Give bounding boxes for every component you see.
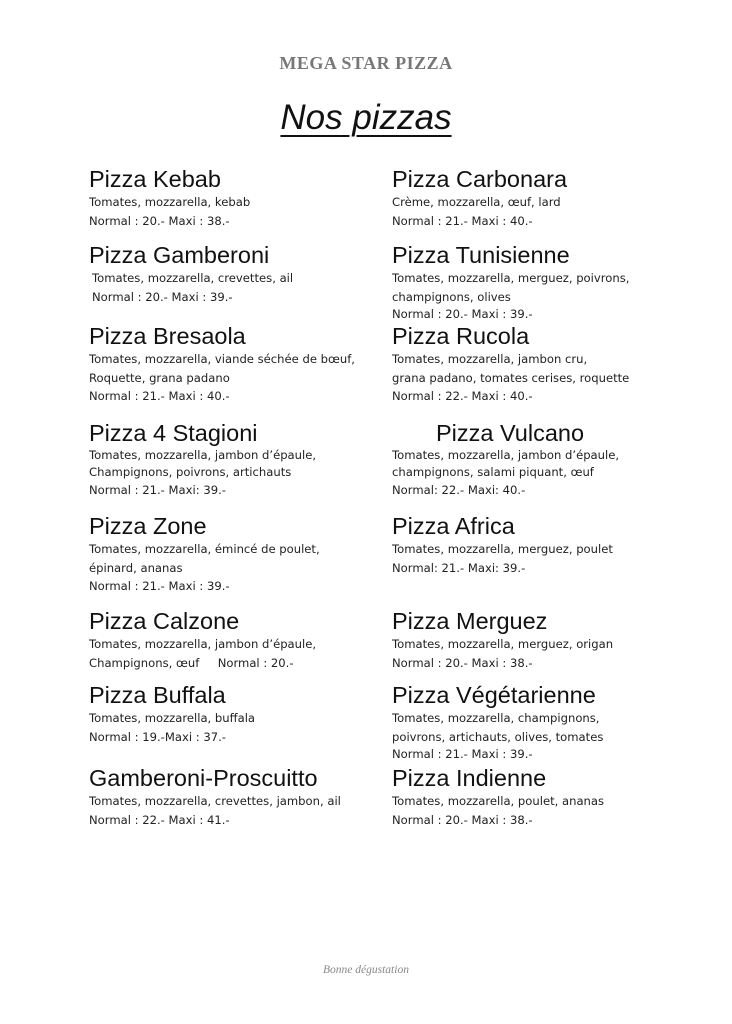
pizza-ingredients: Tomates, mozzarella, buffala bbox=[89, 711, 256, 725]
pizza-ingredients: Tomates, mozzarella, merguez, poivrons, champignons, olives bbox=[392, 271, 630, 304]
pizza-name: Pizza Indienne bbox=[392, 765, 547, 791]
pizza-item-4-stagioni bbox=[89, 419, 389, 500]
pizza-price: Normal : 20.- Maxi : 38.- bbox=[392, 655, 533, 670]
pizza-item-carbonara bbox=[392, 165, 692, 230]
pizza-name: Pizza Calzone bbox=[89, 608, 240, 634]
pizza-item-africa bbox=[392, 512, 692, 577]
pizza-ingredients: Tomates, mozzarella, jambon d’épaule, champignons, salami piquant, œuf bbox=[392, 448, 620, 479]
pizza-price: Normal : 20.- Maxi : 38.- bbox=[89, 213, 230, 228]
pizza-price: Normal : 20.- Maxi : 39.- bbox=[92, 289, 233, 304]
pizza-price: Normal : 20.- Maxi : 39.- bbox=[392, 307, 533, 321]
pizza-ingredients: Tomates, mozzarella, jambon cru, grana padano, tomates cerises, roquette bbox=[392, 352, 630, 385]
pizza-ingredients: Tomates, mozzarella, merguez, poulet bbox=[392, 542, 613, 556]
pizza-ingredients: Tomates, mozzarella, kebab bbox=[89, 195, 251, 209]
pizza-name: Pizza Bresaola bbox=[89, 323, 246, 349]
pizza-price: Normal : 22.- Maxi : 41.- bbox=[89, 812, 230, 827]
pizza-name: Gamberoni-Proscuitto bbox=[89, 765, 318, 791]
closing-message: Bonne dégustation bbox=[323, 964, 409, 976]
pizza-price: Normal : 19.-Maxi : 37.- bbox=[89, 729, 226, 744]
pizza-name: Pizza Gamberoni bbox=[89, 242, 270, 268]
pizza-price: Normal : 21.- Maxi: 39.- bbox=[89, 483, 226, 497]
pizza-price: Normal: 21.- Maxi: 39.- bbox=[392, 560, 526, 575]
pizza-ingredients: Tomates, mozzarella, émincé de poulet, épinard, ananas bbox=[89, 542, 320, 575]
pizza-item-buffala bbox=[89, 681, 389, 746]
pizza-ingredients: Tomates, mozzarella, viande séchée de bœuf, Roquette, grana padano bbox=[89, 352, 355, 385]
pizza-name: Pizza Vulcano bbox=[436, 420, 585, 446]
pizza-ingredients: Tomates, mozzarella, crevettes, jambon, ail bbox=[89, 794, 341, 808]
pizza-price: Normal : 20.- Maxi : 38.- bbox=[392, 812, 533, 827]
pizza-price: Normal : 21.- Maxi : 39.- bbox=[89, 579, 230, 593]
pizza-name: Pizza Africa bbox=[392, 513, 515, 539]
pizza-name: Pizza Kebab bbox=[89, 166, 221, 192]
pizza-price: Normal : 21.- Maxi : 40.- bbox=[89, 389, 230, 403]
pizza-price: Normal : 21.- Maxi : 40.- bbox=[392, 213, 533, 228]
pizza-item-vegetarienne bbox=[392, 681, 692, 762]
pizza-name: Pizza 4 Stagioni bbox=[89, 420, 258, 446]
pizza-ingredients: Crème, mozzarella, œuf, lard bbox=[392, 195, 561, 209]
page-title: Nos pizzas bbox=[280, 98, 452, 137]
pizza-ingredients: Tomates, mozzarella, champignons, poivrons, artichauts, olives, tomates bbox=[392, 711, 604, 744]
restaurant-name: MEGA STAR PIZZA bbox=[279, 53, 453, 73]
pizza-price: Normal: 22.- Maxi: 40.- bbox=[392, 483, 526, 497]
pizza-ingredients: Tomates, mozzarella, poulet, ananas bbox=[392, 794, 605, 808]
pizza-ingredients: Tomates, mozzarella, jambon d’épaule, Champignons, poivrons, artichauts bbox=[89, 448, 317, 479]
pizza-name: Pizza Carbonara bbox=[392, 166, 568, 192]
pizza-ingredients: Tomates, mozzarella, merguez, origan bbox=[392, 637, 614, 651]
pizza-item-merguez bbox=[392, 607, 692, 672]
pizza-name: Pizza Tunisienne bbox=[392, 242, 570, 268]
pizza-name: Pizza Buffala bbox=[89, 682, 226, 708]
pizza-name: Pizza Rucola bbox=[392, 323, 530, 349]
pizza-item-tunisienne bbox=[392, 241, 692, 322]
pizza-item-gamberoni bbox=[89, 241, 389, 306]
pizza-name: Pizza Zone bbox=[89, 513, 207, 539]
pizza-ingredients: Tomates, mozzarella, jambon d’épaule, bbox=[89, 637, 317, 651]
pizza-item-calzone bbox=[89, 607, 389, 672]
pizza-ingredients: Tomates, mozzarella, crevettes, ail bbox=[92, 271, 294, 285]
pizza-item-kebab bbox=[89, 165, 389, 230]
pizza-name: Pizza Merguez bbox=[392, 608, 548, 634]
pizza-item-gamberoni-proscuitto bbox=[89, 764, 389, 829]
pizza-item-zone bbox=[89, 512, 389, 596]
pizza-item-vulcano bbox=[392, 419, 692, 500]
pizza-item-rucola bbox=[392, 322, 692, 406]
pizza-item-indienne bbox=[392, 764, 692, 829]
pizza-item-bresaola bbox=[89, 322, 389, 406]
pizza-price: Champignons, œuf Normal : 20.- bbox=[89, 655, 294, 670]
pizza-price: Normal : 21.- Maxi : 39.- bbox=[392, 747, 533, 761]
pizza-price: Normal : 22.- Maxi : 40.- bbox=[392, 389, 533, 403]
pizza-name: Pizza Végétarienne bbox=[392, 682, 596, 708]
